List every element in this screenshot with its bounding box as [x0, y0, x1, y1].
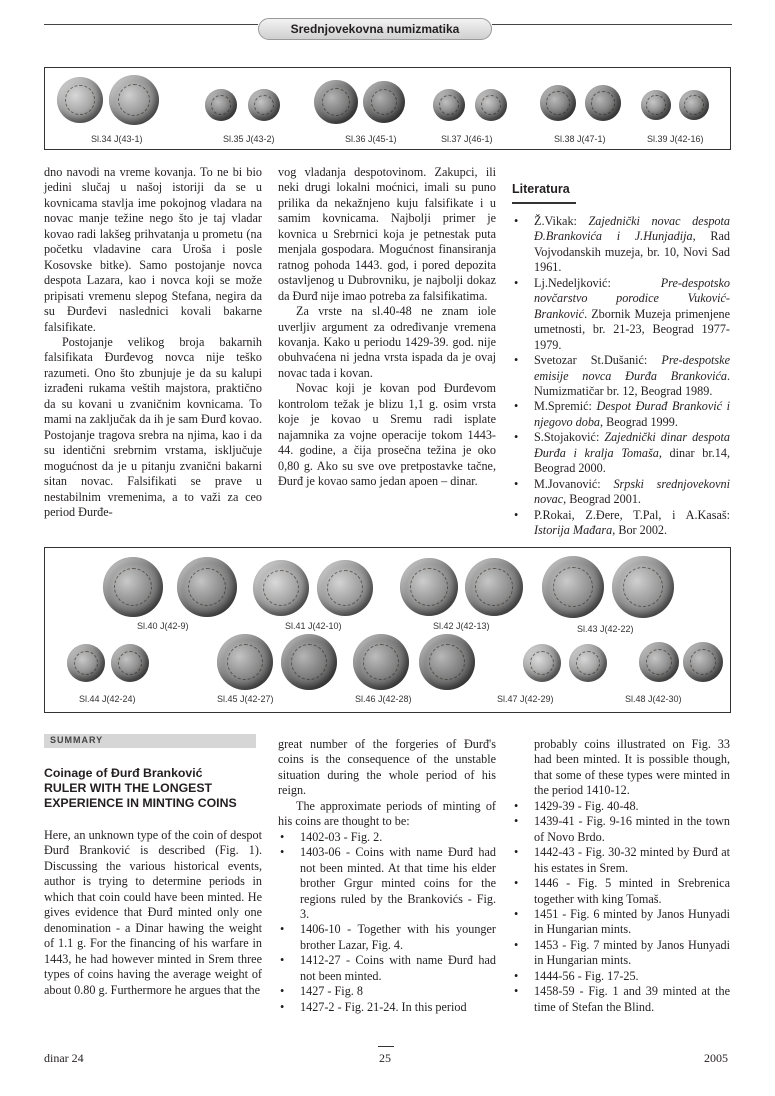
- literature-title: Pre-despotske emisije novca Đurđa Brankovića: [534, 353, 730, 383]
- paragraph: Postojanje velikog broja bakarnih falsifikata Đurđevog novca nije teško razumeti. Ono što zbunjuje je da su kalupi izrađeni rukama veštih majstora, praktično da su kovani u zvaničnim kovnicama. To mami na zaključak da ih je sam Đurđ kovao. Postojanje tragova srebra na njima, kao i da su identični srebrnim vrstama, isključuje mogućnost da je u pitanju zvanični bakarni sitan novac. Falsifikati se prave u nestabilnim vremenima, a to važi za ceo period Đurđe-: [44, 334, 262, 519]
- literature-heading: Literatura: [512, 182, 570, 196]
- period-item: • 1442-43 - Fig. 30-32 minted by Đurđ at his estates in Srem.: [512, 845, 730, 876]
- period-item: • 1412-27 - Coins with name Đurđ had not been minted.: [278, 953, 496, 984]
- literature-details: , dinar br.14, Beograd 2000.: [534, 445, 730, 476]
- coin-image: [542, 556, 604, 618]
- literature-item: [512, 430, 730, 476]
- coin-image: [57, 77, 103, 123]
- period-item: • 1429-39 - Fig. 40-48.: [512, 799, 730, 814]
- coin-image: [353, 634, 409, 690]
- literature-list-container: [512, 214, 730, 539]
- header-rule-left: [44, 24, 258, 25]
- coin-image: [683, 642, 723, 682]
- period-item: • 1458-59 - Fig. 1 and 39 minted at the time of Stefan the Blind.: [512, 984, 730, 1015]
- coin-image: [433, 89, 465, 121]
- coin-image: [317, 560, 373, 616]
- period-item: • 1402-03 - Fig. 2.: [278, 830, 496, 845]
- coin-image: [569, 644, 607, 682]
- literature-author: M.Jovanović:: [534, 476, 614, 491]
- period-item: • 1439-41 - Fig. 9-16 minted in the town of Novo Brdo.: [512, 814, 730, 845]
- literature-item: [512, 276, 730, 353]
- figure-caption: Sl.35 J(43-2): [223, 134, 275, 144]
- literature-details: , Beograd 1999.: [600, 414, 678, 429]
- period-item: • 1444-56 - Fig. 17-25.: [512, 969, 730, 984]
- period-item: • 1427 - Fig. 8: [278, 984, 496, 999]
- literature-details: . Zbornik Muzeja primenjene umetnosti, br. 21-23, Beograd 1977-1979.: [534, 306, 730, 352]
- period-item: • 1403-06 - Coins with name Đurđ had not been minted. At that time his elder brother Grgur minted coins for the regions ruled by the Brankovićs - Fig. 3.: [278, 845, 496, 922]
- coin-image: [523, 644, 561, 682]
- period-item: • 1446 - Fig. 5 minted in Srebrenica together with king Tomaš.: [512, 876, 730, 907]
- top-coin-figure: [44, 67, 731, 150]
- middle-coin-figure: [44, 547, 731, 713]
- coin-image: [400, 558, 458, 616]
- literature-title: Zajednički novac despota Đ.Brankovića i J.Hunjadija: [534, 214, 730, 244]
- literature-details: , Bor 2002.: [612, 523, 668, 538]
- period-item: • 1427-2 - Fig. 21-24. In this period: [278, 1000, 496, 1015]
- literature-author: Svetozar St.Dušanić:: [534, 353, 662, 368]
- literature-author: Ž.Vikak:: [534, 214, 589, 228]
- literature-details: , Rad Vojvodanskih muzeja, br. 10, Novi Sad 1961.: [534, 229, 730, 275]
- footer-year: 2005: [704, 1051, 728, 1065]
- summary-column-3: [512, 737, 730, 1015]
- summary-title-line: Coinage of Đurđ Branković: [44, 766, 203, 780]
- summary-column-1: [44, 828, 262, 998]
- literature-title: Despot Đurađ Branković i njegovo doba: [534, 399, 731, 429]
- figure-caption: Sl.47 J(42-29): [497, 694, 554, 704]
- summary-title-line: RULER WITH THE LONGEST EXPERIENCE IN MINTING COINS: [44, 781, 237, 810]
- coin-image: [103, 557, 163, 617]
- coin-image: [67, 644, 105, 682]
- paragraph: Here, an unknown type of the coin of despot Đurđ Branković is described (Fig. 1). Discussing the various historical events, author is trying to determine periods in which that coin could have been minted. He gives evidence that Đurđ minted only one denomination - a Dinar hawing the weight of 1.1 g. For the financing of his warfare in 1443, he had however minted in Srem three types of coins having the average weight of about 0.80 g. Furthermore he argues that the: [44, 828, 262, 997]
- figure-caption: Sl.43 J(42-22): [577, 624, 634, 634]
- coin-image: [612, 556, 674, 618]
- literature-item: [512, 477, 730, 508]
- coin-image: [253, 560, 309, 616]
- literature-author: M.Spremić:: [534, 399, 597, 414]
- literature-item: [512, 399, 730, 430]
- coin-image: [540, 85, 576, 121]
- figure-caption: Sl.42 J(42-13): [433, 621, 490, 631]
- summary-label-bar: [44, 734, 256, 748]
- literature-author: P.Rokai, Z.Đere, T.Pal, i A.Kasaš:: [534, 507, 730, 522]
- coin-image: [363, 81, 405, 123]
- figure-caption: Sl.46 J(42-28): [355, 694, 412, 704]
- coin-image: [248, 89, 280, 121]
- paragraph: Novac koji je kovan pod Đurđevom kontrolom težak je blizu 1,1 g. osim vrsta koje je kovao u Sremu radi isplate najamnika za vojne operacije tokom 1443-44. godine, a čija prosečna težina je oko 0,80 g. Ako su sve ove pretpostavke tačne, Đurđ je kovao samo jedan apoen – dinar.: [278, 381, 496, 489]
- figure-caption: Sl.45 J(42-27): [217, 694, 274, 704]
- figure-caption: Sl.34 J(43-1): [91, 134, 143, 144]
- figure-caption: Sl.48 J(42-30): [625, 694, 682, 704]
- coin-image: [205, 89, 237, 121]
- coin-image: [641, 90, 671, 120]
- coin-image: [109, 75, 159, 125]
- coin-image: [679, 90, 709, 120]
- literature-item: [512, 214, 730, 276]
- literature-details: . Numizmatičar br. 12, Beograd 1989.: [534, 368, 730, 398]
- figure-caption: Sl.37 J(46-1): [441, 134, 493, 144]
- coin-image: [465, 558, 523, 616]
- section-header: Srednjovekovna numizmatika: [258, 18, 492, 40]
- literature-details: , Beograd 2001.: [563, 492, 641, 507]
- header-rule-right: [492, 24, 732, 25]
- paragraph: great number of the forgeries of Đurđ's coins is the consequence of the unstable situation during the whole period of his reign.: [278, 737, 496, 798]
- literature-author: Lj.Nedeljković:: [534, 275, 661, 290]
- figure-caption: Sl.36 J(45-1): [345, 134, 397, 144]
- paragraph: The approximate periods of minting of his coins are thought to be:: [278, 798, 496, 829]
- coin-image: [314, 80, 358, 124]
- coin-image: [111, 644, 149, 682]
- period-list: [512, 799, 730, 1015]
- summary-label: SUMMARY: [50, 735, 104, 745]
- coin-image: [475, 89, 507, 121]
- literature-title: Srpski srednjovekovni novac: [534, 476, 731, 507]
- period-item: • 1451 - Fig. 6 minted by Janos Hunyadi in Hungarian mints.: [512, 907, 730, 938]
- footer-journal: dinar 24: [44, 1051, 84, 1065]
- figure-caption: Sl.38 J(47-1): [554, 134, 606, 144]
- literature-list: [512, 214, 730, 539]
- coin-image: [639, 642, 679, 682]
- coin-image: [585, 85, 621, 121]
- article-column-2: [278, 165, 496, 490]
- figure-caption: Sl.39 J(42-16): [647, 134, 704, 144]
- literature-title: Pre-despotsko novčarstvo porodice Vuković-Branković: [534, 275, 730, 321]
- paragraph: dno navodi na vreme kovanja. To ne bi bio jedini slučaj u našoj istoriji da se u kovnicama stavlja ime pokojnog vladara na novac manje težine nego što je taj vladar kovao radi lakšeg prihvatanja u prometu (na početku vladavine cara Uroša i posle Kosovske bitke). Samo postojanje novca despota Lazara, kao i novca koji se može pripisati vremenu slepog Stefana, negira da su Đurđevi naslednici kovali bakarne falsifikate.: [44, 165, 262, 334]
- period-item: • 1406-10 - Together with his younger brother Lazar, Fig. 4.: [278, 922, 496, 953]
- literature-heading-rule: [512, 202, 576, 204]
- coin-image: [281, 634, 337, 690]
- figure-caption: Sl.44 J(42-24): [79, 694, 136, 704]
- article-column-1: [44, 165, 262, 520]
- page-number-rule: [378, 1046, 394, 1047]
- summary-title: [44, 766, 264, 811]
- literature-item: [512, 508, 730, 539]
- figure-caption: Sl.40 J(42-9): [137, 621, 189, 631]
- period-list: [278, 830, 496, 1015]
- coin-image: [217, 634, 273, 690]
- figure-caption: Sl.41 J(42-10): [285, 621, 342, 631]
- period-item: • 1453 - Fig. 7 minted by Janos Hunyadi in Hungarian mints.: [512, 938, 730, 969]
- paragraph: vog vladanja despotovinom. Zakupci, ili neki drugi lokalni moćnici, imali su puno prilika da nekažnjeno kuju falsifikate i u samim kovnicama. Najbolji primer je kovnica u Srebrnici koja je petnestak puta menjala gospodara. Mogućnost finansiranja ratnog pohoda 1443. god, i pored depozita ostavljenog u Dubrovniku, je najbolji dokaz da Đurđ nije imao potreba za falsifikatima.: [278, 165, 496, 303]
- literature-title: Istorija Mađara: [534, 523, 613, 538]
- literature-title: Zajednički dinar despota Đurđa i kralja Tomaša: [534, 430, 730, 460]
- summary-column-2: [278, 737, 496, 1015]
- paragraph: probably coins illustrated on Fig. 33 had been minted. It is possible though, that some of these types were minted in the period 1410-12.: [534, 737, 730, 798]
- literature-item: [512, 353, 730, 399]
- coin-image: [177, 557, 237, 617]
- paragraph: Za vrste na sl.40-48 ne znam iole uverljiv argument za određivanje vremena kovanja. Kako u periodu 1429-39. god. nije obuhvaćena ni jedna vrsta ispada da je ovaj novac tada i kovan.: [278, 304, 496, 380]
- coin-image: [419, 634, 475, 690]
- literature-author: S.Stojaković:: [534, 430, 605, 445]
- page-number: 25: [379, 1051, 391, 1065]
